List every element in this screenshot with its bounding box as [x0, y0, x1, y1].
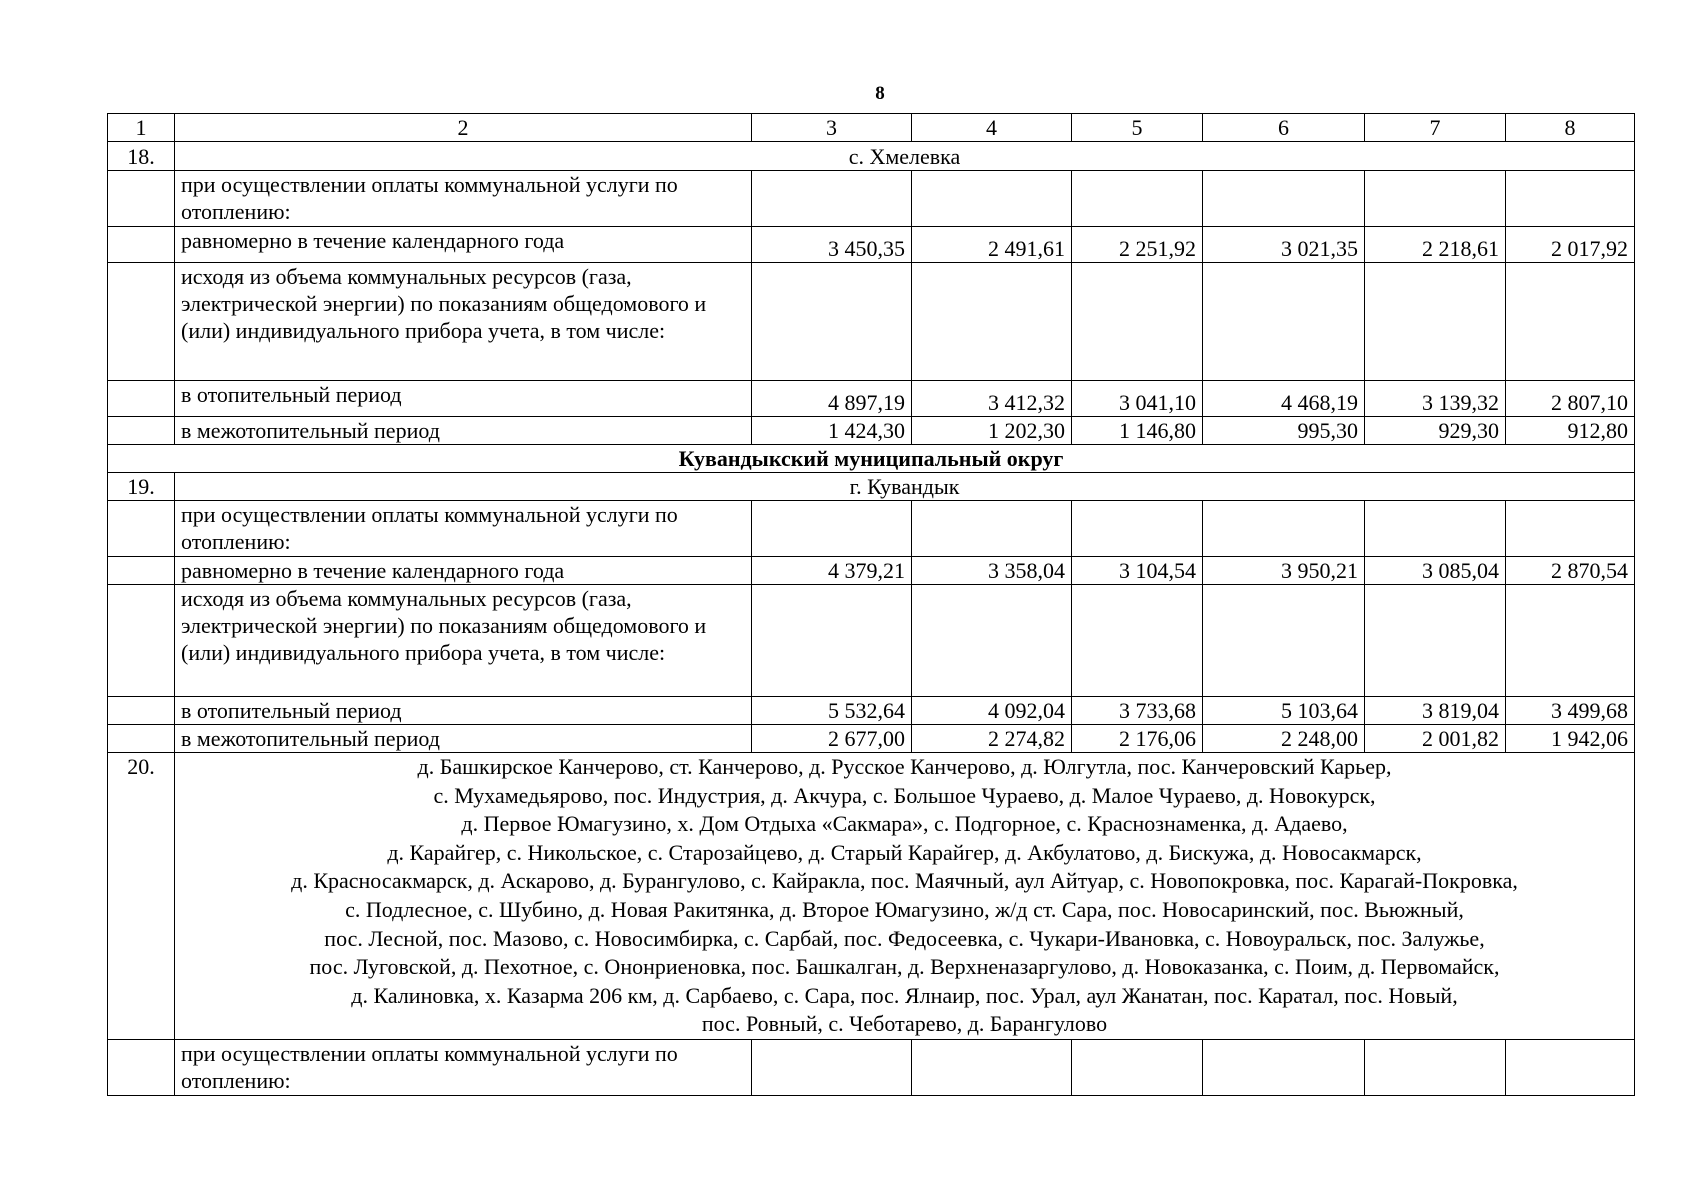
value-cell	[752, 1039, 912, 1095]
settlement-list-line: д. Красносакмарск, д. Аскарово, д. Бурангулово, с. Кайракла, пос. Маячный, аул Айтуар, с. Новопокровка, пос. Карагай-Покровка,	[291, 868, 1518, 894]
column-header: 2	[175, 114, 752, 142]
settlement-list-line: пос. Ровный, с. Чеботарево, д. Барангулово	[701, 1011, 1108, 1037]
table-row	[108, 557, 1635, 585]
row-label: в отопительный период	[175, 697, 752, 725]
table-row	[108, 381, 1635, 417]
settlement-list-line: д. Калиновка, х. Казарма 206 км, д. Сарбаево, с. Сара, пос. Ялнаир, пос. Урал, аул Жанатан, пос. Каратал, пос. Новый,	[351, 982, 1458, 1008]
row-label: при осуществлении оплаты коммунальной услуги по отоплению:	[175, 171, 752, 227]
district-name: Кувандыкский муниципальный округ	[108, 445, 1635, 473]
value-cell	[752, 263, 912, 381]
value-cell: 4 092,04	[912, 697, 1072, 725]
table-row	[108, 697, 1635, 725]
settlement-list-line: д. Карайгер, с. Никольское, с. Старозайцево, д. Старый Карайгер, д. Акбулатово, д. Бискужа, д. Новосакмарск,	[387, 839, 1422, 865]
value-cell: 1 942,06	[1506, 725, 1635, 753]
column-header: 4	[912, 114, 1072, 142]
value-cell: 3 104,54	[1072, 557, 1203, 585]
value-cell	[752, 585, 912, 697]
row-label: в межотопительный период	[175, 725, 752, 753]
value-cell: 3 412,32	[912, 381, 1072, 417]
table-row	[108, 171, 1635, 227]
value-cell	[912, 171, 1072, 227]
value-cell: 912,80	[1506, 417, 1635, 445]
value-cell	[1072, 585, 1203, 697]
value-cell: 2 870,54	[1506, 557, 1635, 585]
value-cell	[1506, 585, 1635, 697]
value-cell	[1506, 1039, 1635, 1095]
settlement-list-line: с. Мухамедьярово, пос. Индустрия, д. Акчура, с. Большое Чураево, д. Малое Чураево, д. Новокурск,	[433, 782, 1376, 808]
settlement-list	[175, 753, 1635, 1040]
row-label: равномерно в течение календарного года	[175, 227, 752, 263]
value-cell: 1 424,30	[752, 417, 912, 445]
value-cell	[1365, 501, 1506, 557]
value-cell	[1072, 1039, 1203, 1095]
value-cell: 3 041,10	[1072, 381, 1203, 417]
column-header: 1	[108, 114, 175, 142]
column-header: 8	[1506, 114, 1635, 142]
value-cell: 929,30	[1365, 417, 1506, 445]
value-cell	[1365, 263, 1506, 381]
row-label: в отопительный период	[175, 381, 752, 417]
table-row	[108, 501, 1635, 557]
table-row	[108, 227, 1635, 263]
value-cell	[912, 585, 1072, 697]
row-label: исходя из объема коммунальных ресурсов (газа, электрической энергии) по показаниям общедомового и (или) индивидуального прибора учета, в том числе:	[175, 585, 752, 697]
table-row	[108, 1039, 1635, 1095]
value-cell: 3 450,35	[752, 227, 912, 263]
row-label: в межотопительный период	[175, 417, 752, 445]
value-cell	[752, 171, 912, 227]
settlement-list-line: д. Первое Юмагузино, х. Дом Отдыха «Сакмара», с. Подгорное, с. Краснознаменка, д. Адаево,	[461, 811, 1348, 837]
row-label: при осуществлении оплаты коммунальной услуги по отоплению:	[175, 501, 752, 557]
value-cell	[912, 1039, 1072, 1095]
row-number: 19.	[108, 473, 175, 501]
value-cell: 2 491,61	[912, 227, 1072, 263]
value-cell	[1506, 263, 1635, 381]
value-cell: 3 358,04	[912, 557, 1072, 585]
column-header: 3	[752, 114, 912, 142]
district-row	[108, 445, 1635, 473]
settlement-list-line: пос. Лесной, пос. Мазово, с. Новосимбирка, с. Сарбай, пос. Федосеевка, с. Чукари-Ивановка, с. Новоуральск, пос. Залужье,	[324, 925, 1485, 951]
value-cell: 2 218,61	[1365, 227, 1506, 263]
value-cell: 1 146,80	[1072, 417, 1203, 445]
row-number: 20.	[108, 753, 175, 1040]
value-cell: 4 379,21	[752, 557, 912, 585]
value-cell	[1072, 263, 1203, 381]
value-cell: 995,30	[1203, 417, 1365, 445]
value-cell: 2 677,00	[752, 725, 912, 753]
value-cell: 2 001,82	[1365, 725, 1506, 753]
row-label: при осуществлении оплаты коммунальной услуги по отоплению:	[175, 1039, 752, 1095]
value-cell	[752, 501, 912, 557]
value-cell	[1072, 171, 1203, 227]
column-header: 7	[1365, 114, 1506, 142]
value-cell: 4 468,19	[1203, 381, 1365, 417]
value-cell: 3 021,35	[1203, 227, 1365, 263]
value-cell	[912, 501, 1072, 557]
value-cell: 5 532,64	[752, 697, 912, 725]
settlement-list-line: пос. Луговской, д. Пехотное, с. Ононриеновка, пос. Башкалган, д. Верхненазаргулово, д. Новоказанка, с. Поим, д. Первомайск,	[309, 954, 1500, 980]
value-cell: 2 251,92	[1072, 227, 1203, 263]
value-cell: 2 176,06	[1072, 725, 1203, 753]
value-cell	[1506, 171, 1635, 227]
column-header: 6	[1203, 114, 1365, 142]
settlement-row	[108, 753, 1635, 1040]
value-cell	[1506, 501, 1635, 557]
value-cell: 2 807,10	[1506, 381, 1635, 417]
value-cell	[1365, 1039, 1506, 1095]
value-cell	[1203, 1039, 1365, 1095]
value-cell: 1 202,30	[912, 417, 1072, 445]
value-cell: 3 733,68	[1072, 697, 1203, 725]
value-cell: 2 248,00	[1203, 725, 1365, 753]
column-header-row	[108, 114, 1635, 142]
value-cell	[1203, 171, 1365, 227]
table-row	[108, 417, 1635, 445]
value-cell: 2 274,82	[912, 725, 1072, 753]
settlement-row	[108, 142, 1635, 171]
value-cell	[1203, 501, 1365, 557]
settlement-name: с. Хмелевка	[175, 142, 1635, 171]
table-row	[108, 263, 1635, 381]
value-cell	[1365, 585, 1506, 697]
value-cell: 4 897,19	[752, 381, 912, 417]
settlement-name: г. Кувандык	[175, 473, 1635, 501]
value-cell: 2 017,92	[1506, 227, 1635, 263]
value-cell	[1072, 501, 1203, 557]
tariff-table	[107, 113, 1635, 1096]
value-cell	[1203, 263, 1365, 381]
value-cell: 3 819,04	[1365, 697, 1506, 725]
settlement-row	[108, 473, 1635, 501]
value-cell	[1203, 585, 1365, 697]
page-number: 8	[875, 83, 885, 104]
value-cell: 3 139,32	[1365, 381, 1506, 417]
value-cell: 3 950,21	[1203, 557, 1365, 585]
settlement-list-line: с. Подлесное, с. Шубино, д. Новая Ракитянка, д. Второе Юмагузино, ж/д ст. Сара, пос. Новосаринский, пос. Вьюжный,	[345, 896, 1464, 922]
table-row	[108, 725, 1635, 753]
column-header: 5	[1072, 114, 1203, 142]
row-label: равномерно в течение календарного года	[175, 557, 752, 585]
value-cell	[912, 263, 1072, 381]
row-label: исходя из объема коммунальных ресурсов (газа, электрической энергии) по показаниям общедомового и (или) индивидуального прибора учета, в том числе:	[175, 263, 752, 381]
table-row	[108, 585, 1635, 697]
value-cell: 3 085,04	[1365, 557, 1506, 585]
settlement-list-line: д. Башкирское Канчерово, ст. Канчерово, д. Русское Канчерово, д. Юлгутла, пос. Канчеровский Карьер,	[417, 754, 1392, 779]
value-cell: 3 499,68	[1506, 697, 1635, 725]
value-cell	[1365, 171, 1506, 227]
row-number: 18.	[108, 142, 175, 171]
value-cell: 5 103,64	[1203, 697, 1365, 725]
